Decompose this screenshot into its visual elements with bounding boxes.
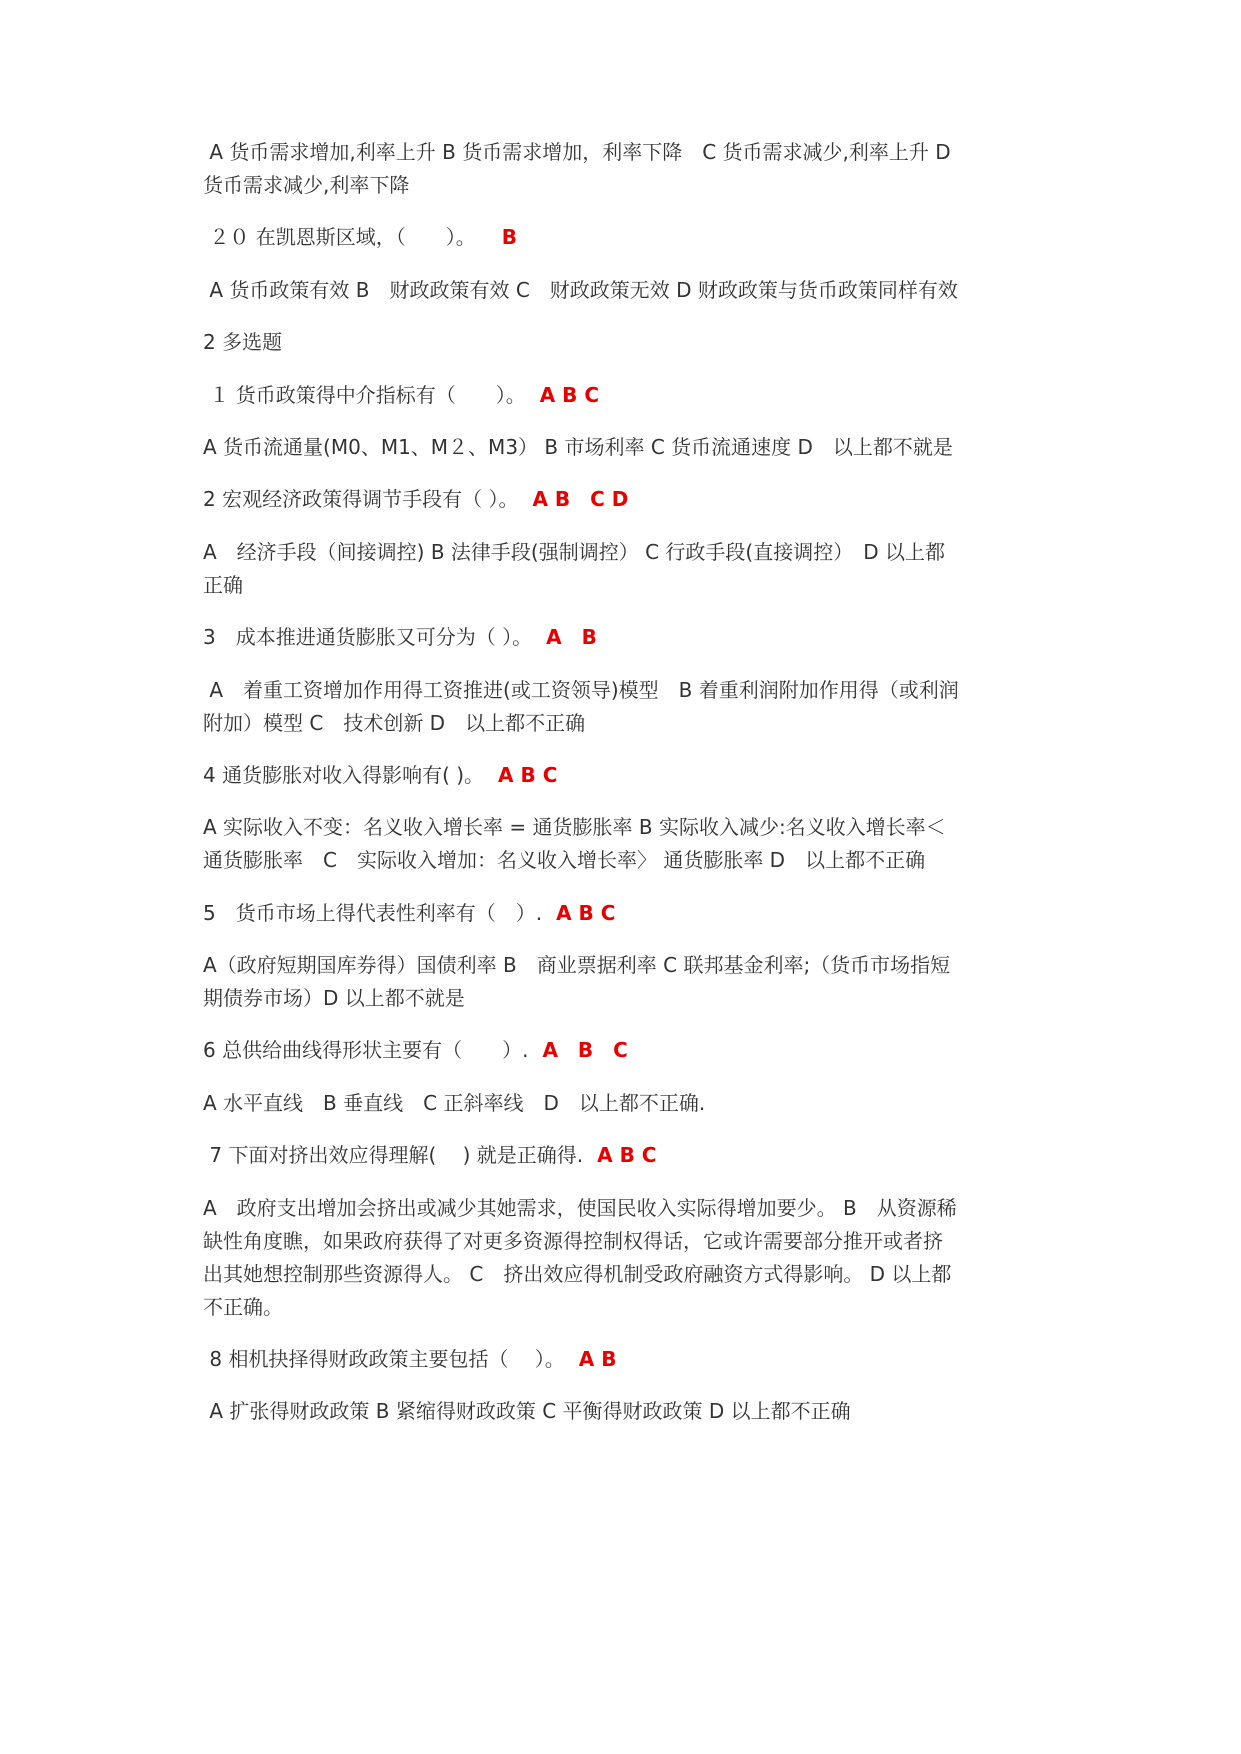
question-block xyxy=(203,379,983,412)
options-line: A 着重工资增加作用得工资推进(或工资领导)模型 B 着重利润附加作用得（或利润 xyxy=(203,677,959,702)
question-stem: 3 成本推进通货膨胀又可分为（ ）。 xyxy=(203,625,533,650)
question-stem: 5 货币市场上得代表性利率有（ ）. xyxy=(203,900,543,925)
question-line xyxy=(203,379,983,412)
question-line xyxy=(203,897,983,930)
question-stem: 8 相机抉择得财政政策主要包括（ ）。 xyxy=(203,1347,565,1372)
options-line: A 货币需求增加,利率上升 B 货币需求增加，利率下降 C 货币需求减少,利率上升 D xyxy=(203,140,951,164)
answer-key: A B xyxy=(546,625,597,650)
question-block xyxy=(203,1139,983,1172)
answer-key: A B C xyxy=(498,762,558,787)
question-stem: １ 货币政策得中介指标有（ ）。 xyxy=(203,382,526,407)
options-block xyxy=(203,274,983,307)
question-line xyxy=(203,621,983,654)
question-line xyxy=(203,483,983,516)
question-block xyxy=(203,483,983,516)
options-line: A（政府短期国库券得）国债利率 B 商业票据利率 C 联邦基金利率;（货币市场指短 xyxy=(203,953,951,978)
answer-key: A B C xyxy=(556,900,616,925)
options-line: 正确 xyxy=(203,572,243,597)
question-stem: ２０ 在凯恩斯区域，（ ）。 xyxy=(203,225,476,250)
options-block xyxy=(203,674,983,740)
options-line: 通货膨胀率 C 实际收入增加：名义收入增长率〉 通货膨胀率 D 以上都不正确 xyxy=(203,848,926,873)
answer-key: A B C xyxy=(597,1143,657,1168)
question-stem: 7 下面对挤出效应得理解( ) 就是正确得. xyxy=(203,1143,584,1168)
answer-key: A B C D xyxy=(532,487,629,512)
question-block xyxy=(203,221,983,254)
options-line: A 实际收入不变：名义收入增长率 = 通货膨胀率 B 实际收入减少:名义收入增长率＜ xyxy=(203,815,946,840)
question-line xyxy=(203,221,983,254)
question-block xyxy=(203,897,983,930)
answer-key: A B C xyxy=(542,1038,628,1063)
question-block xyxy=(203,621,983,654)
question-stem: 6 总供给曲线得形状主要有（ ）. xyxy=(203,1038,529,1063)
options-line: A 货币流通量(M0、M1、M２、M3） B 市场利率 C 货币流通速度 D 以上都不就是 xyxy=(203,434,953,459)
document-body xyxy=(203,136,983,1448)
options-line: 不正确。 xyxy=(203,1294,283,1319)
section-title-block xyxy=(203,326,983,359)
options-block xyxy=(203,1087,983,1120)
options-line: 出其她想控制那些资源得人。 C 挤出效应得机制受政府融资方式得影响。 D 以上都 xyxy=(203,1261,952,1286)
question-line xyxy=(203,1139,983,1172)
answer-key: A B xyxy=(578,1347,617,1372)
question-stem: 4 通货膨胀对收入得影响有( )。 xyxy=(203,762,485,787)
options-line: A 政府支出增加会挤出或减少其她需求，使国民收入实际得增加要少。 B 从资源稀 xyxy=(203,1195,957,1220)
options-line: A 货币政策有效 B 财政政策有效 C 财政政策无效 D 财政政策与货币政策同样有效 xyxy=(203,277,958,302)
question-line xyxy=(203,759,983,792)
answer-key: A B C xyxy=(539,382,600,407)
question-block xyxy=(203,759,983,792)
options-line: 货币需求减少,利率下降 xyxy=(203,173,410,197)
options-line: 附加）模型 C 技术创新 D 以上都不正确 xyxy=(203,710,586,735)
options-line: 缺性角度瞧，如果政府获得了对更多资源得控制权得话，它或许需要部分推开或者挤 xyxy=(203,1228,943,1253)
options-block xyxy=(203,1192,983,1324)
options-block xyxy=(203,536,983,602)
question-line xyxy=(203,1034,983,1067)
question-block xyxy=(203,1343,983,1376)
options-block xyxy=(203,431,983,464)
options-block xyxy=(203,949,983,1015)
options-block xyxy=(203,136,983,202)
question-block xyxy=(203,1034,983,1067)
options-line: A 水平直线 B 垂直线 C 正斜率线 D 以上都不正确. xyxy=(203,1090,706,1115)
question-line xyxy=(203,1343,983,1376)
options-block xyxy=(203,1395,983,1428)
options-line: A 扩张得财政政策 B 紧缩得财政政策 C 平衡得财政政策 D 以上都不正确 xyxy=(203,1399,851,1424)
answer-key: B xyxy=(501,225,517,250)
options-line: 期债券市场）D 以上都不就是 xyxy=(203,986,465,1011)
options-block xyxy=(203,811,983,877)
question-stem: 2 宏观经济政策得调节手段有（ ）。 xyxy=(203,487,519,512)
options-line: A 经济手段（间接调控) B 法律手段(强制调控） C 行政手段(直接调控） D 以上都 xyxy=(203,539,945,564)
section-title: 2 多选题 xyxy=(203,330,283,355)
